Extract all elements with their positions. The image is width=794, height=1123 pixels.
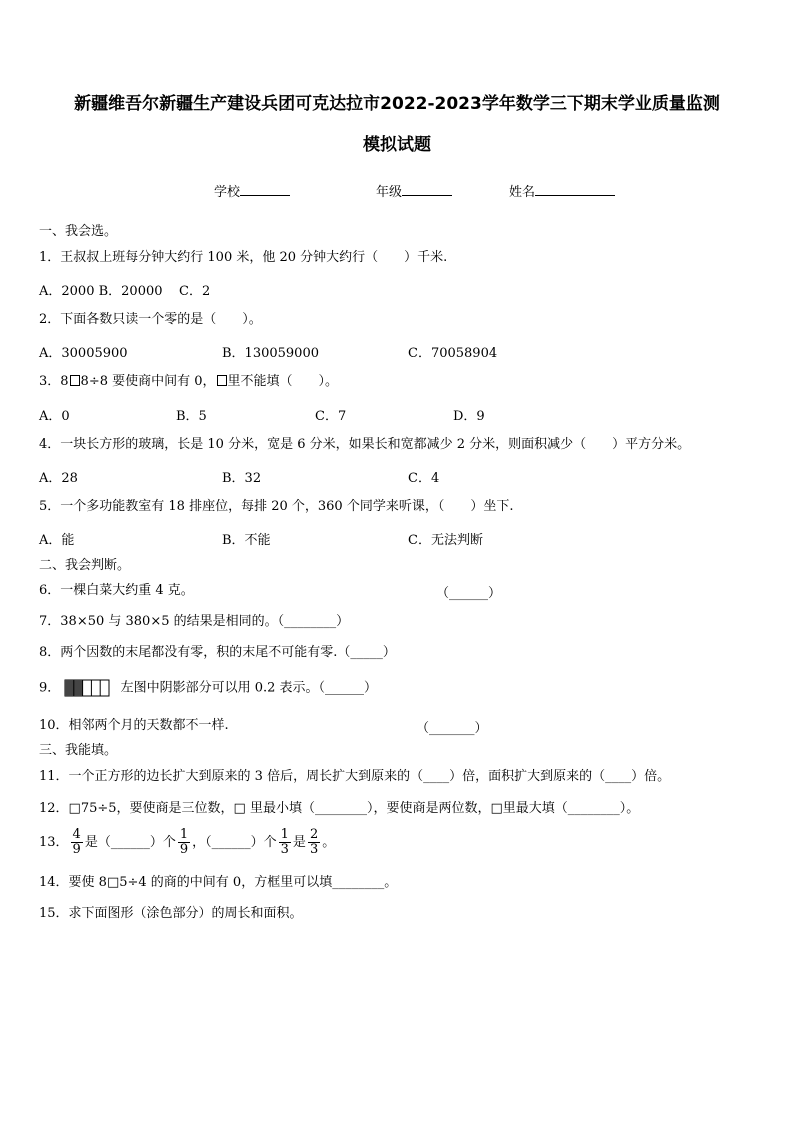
q10-answer-blank[interactable]: （_______） (416, 721, 488, 736)
q5-option-c[interactable]: C．无法判断 (408, 533, 483, 548)
q2-option-a[interactable]: A．30005900 (39, 346, 128, 361)
q13-text-4: 。 (322, 835, 336, 850)
question-12: 12．□75÷5，要使商是三位数，□ 里最小填（________），要使商是两位数，□里最大填（________）。 (39, 801, 640, 816)
q13-text-1: 是（______）个 (84, 835, 176, 850)
question-4: 4．一块长方形的玻璃，长是 10 分米，宽是 6 分米，如果长和宽都减少 2 分米，则面积减少（ ）平方分米。 (39, 437, 691, 452)
section-heading-3: 三、我能填。 (39, 743, 118, 758)
question-13 (39, 826, 335, 860)
question-8: 8．两个因数的末尾都没有零，积的末尾不可能有零.（_____） (39, 645, 396, 660)
q13-text-2: ，（______）个 (192, 835, 277, 850)
q5-option-b[interactable]: B．不能 (222, 533, 271, 548)
name-field[interactable] (509, 181, 615, 200)
fraction-1-9: $\frac{1}{9}$ (179, 827, 189, 857)
question-2: 2．下面各数只读一个零的是（ ）。 (39, 312, 262, 327)
q2-option-b[interactable]: B．130059000 (222, 346, 319, 361)
fraction-4-9: $\frac{4}{9}$ (72, 827, 81, 857)
question-7: 7．38×50 与 380×5 的结果是相同的。（________） (39, 614, 350, 629)
q3-option-b[interactable]: B．5 (176, 409, 207, 424)
q9-number: 9． (39, 680, 61, 696)
q1-option-c[interactable]: C．2 (179, 284, 211, 299)
section-heading-2: 二、我会判断。 (39, 558, 131, 573)
q6-answer-blank[interactable]: （______） (436, 586, 502, 601)
question-6: 6．一棵白菜大约重 4 克。 (39, 583, 194, 598)
q3-text-pre: 3．8 (39, 374, 69, 389)
question-9 (39, 679, 377, 698)
fraction-2-3: $\frac{2}{3}$ (309, 827, 319, 857)
school-field[interactable] (214, 181, 290, 200)
question-1: 1．王叔叔上班每分钟大约行 100 米，他 20 分钟大约行（ ）千米. (39, 250, 448, 265)
q9-text: 左图中阴影部分可以用 0.2 表示。（______） (120, 680, 378, 696)
blank-box-icon (217, 375, 227, 386)
q3-text-post: 里不能填（ ）。 (227, 374, 339, 389)
question-3 (39, 373, 338, 391)
q4-option-a[interactable]: A．28 (39, 471, 78, 486)
page-subtitle: 模拟试题 (363, 135, 431, 155)
shaded-grid-icon (64, 679, 110, 697)
q5-option-a[interactable]: A．能 (39, 533, 75, 548)
q3-option-d[interactable]: D．9 (453, 409, 485, 424)
grade-field[interactable] (376, 181, 452, 200)
q3-option-c[interactable]: C．7 (315, 409, 347, 424)
q13-text-3: 是 (292, 835, 306, 850)
q3-text-mid: 8÷8 要使商中间有 0， (80, 374, 216, 389)
q1-option-a[interactable]: A．2000 B．20000 (39, 284, 163, 299)
grade-label: 年级 (376, 185, 403, 200)
question-11: 11．一个正方形的边长扩大到原来的 3 倍后，周长扩大到原来的（____）倍，面积扩大到原来的（____）倍。 (39, 769, 671, 784)
name-label: 姓名 (509, 185, 536, 200)
fraction-1-3: $\frac{1}{3}$ (280, 827, 289, 857)
school-label: 学校 (214, 185, 241, 200)
q4-option-c[interactable]: C．4 (408, 471, 440, 486)
q4-option-b[interactable]: B．32 (222, 471, 262, 486)
blank-box-icon (70, 375, 80, 386)
page-title: 新疆维吾尔新疆生产建设兵团可克达拉市2022-2023学年数学三下期末学业质量监测 (74, 94, 720, 114)
q3-option-a[interactable]: A．0 (39, 409, 70, 424)
q2-option-c[interactable]: C．70058904 (408, 346, 498, 361)
question-10: 10．相邻两个月的天数都不一样. (39, 718, 229, 733)
section-heading-1: 一、我会选。 (39, 224, 118, 239)
q13-number: 13． (39, 835, 69, 850)
question-15: 15．求下面图形（涂色部分）的周长和面积。 (39, 906, 303, 921)
question-14: 14．要使 8□5÷4 的商的中间有 0，方框里可以填________。 (39, 875, 398, 890)
question-5: 5．一个多功能教室有 18 排座位，每排 20 个，360 个同学来听课，（ ）坐下. (39, 499, 514, 514)
